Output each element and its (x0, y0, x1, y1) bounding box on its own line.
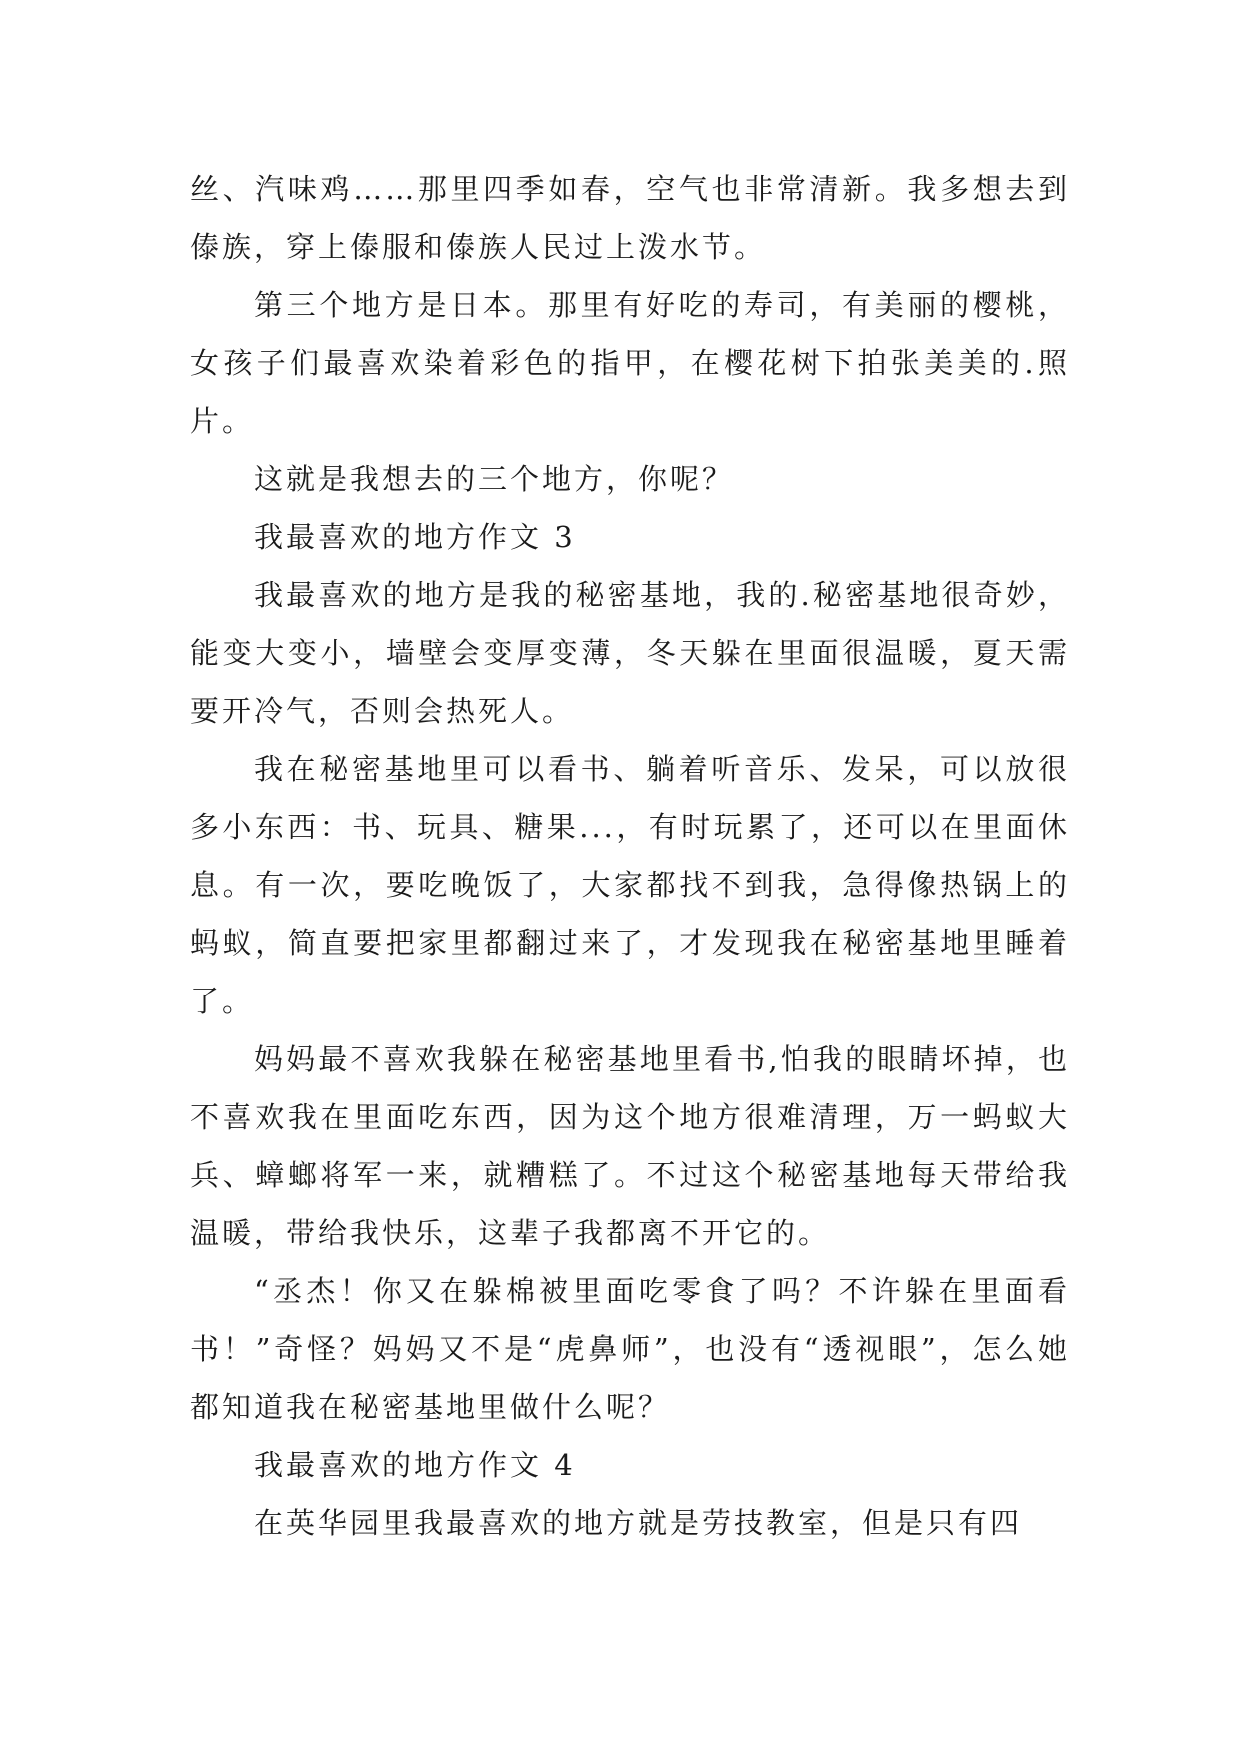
paragraph-2: 第三个地方是日本。那里有好吃的寿司，有美丽的樱桃，女孩子们最喜欢染着彩色的指甲，在樱花树下拍张美美的.照片。 (190, 288, 1070, 438)
paragraph-10: 在英华园里我最喜欢的地方就是劳技教室，但是只有四 (254, 1506, 1023, 1540)
section-heading-4: 我最喜欢的地方作文 4 (254, 1448, 576, 1482)
paragraph-8: “丞杰！你又在躲棉被里面吃零食了吗？不许躲在里面看书！”奇怪？妈妈又不是“虎鼻师”，也没有“透视眼”，怎么她都知道我在秘密基地里做什么呢？ (190, 1274, 1070, 1424)
section-heading-3: 我最喜欢的地方作文 3 (254, 520, 576, 554)
paragraph-7: 妈妈最不喜欢我躲在秘密基地里看书,怕我的眼睛坏掉，也不喜欢我在里面吃东西，因为这个地方很难清理，万一蚂蚁大兵、蟑螂将军一来，就糟糕了。不过这个秘密基地每天带给我温暖，带给我快乐，这辈子我都离不开它的。 (190, 1042, 1070, 1250)
paragraph-3: 这就是我想去的三个地方，你呢？ (254, 462, 735, 496)
paragraph-1: 丝、汽味鸡……那里四季如春，空气也非常清新。我多想去到傣族，穿上傣服和傣族人民过上泼水节。 (190, 172, 1070, 264)
paragraph-6: 我在秘密基地里可以看书、躺着听音乐、发呆，可以放很多小东西：书、玩具、糖果...，有时玩累了，还可以在里面休息。有一次，要吃晚饭了，大家都找不到我，急得像热锅上的蚂蚁，简直要把家里都翻过来了，才发现我在秘密基地里睡着了。 (190, 752, 1070, 1018)
document-body (190, 160, 1070, 1552)
paragraph-5: 我最喜欢的地方是我的秘密基地，我的.秘密基地很奇妙，能变大变小，墙壁会变厚变薄，冬天躲在里面很温暖，夏天需要开冷气，否则会热死人。 (190, 578, 1070, 728)
